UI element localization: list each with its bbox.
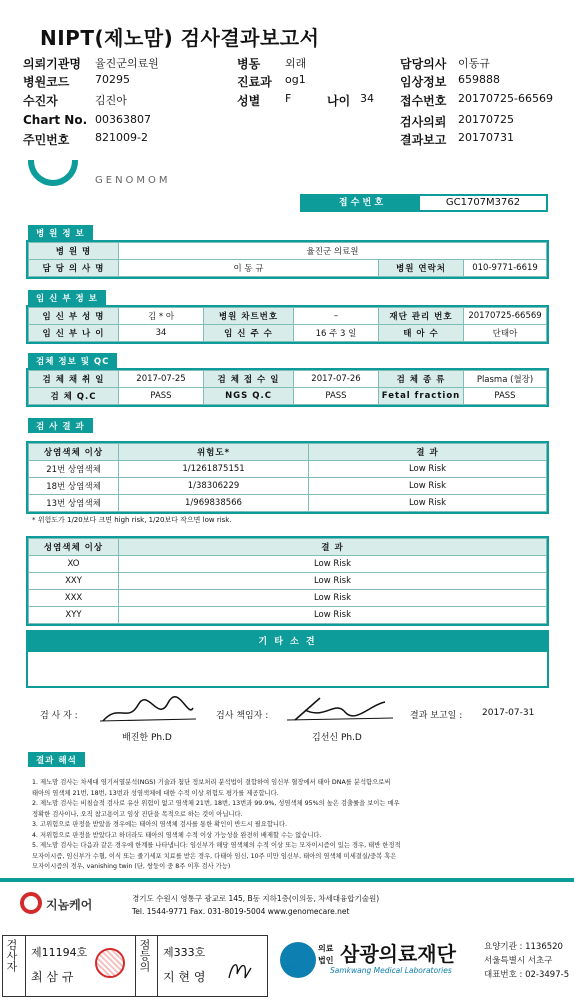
interpretation-line: 태아의 염색체 21번, 18번, 13번과 성염색체에 대한 수적 이상 위험도 평가를 제공합니다. <box>32 789 279 797</box>
foundation-tag: 법인 <box>318 956 334 965</box>
cell-label: 병 원 명 <box>29 243 119 260</box>
column-header: 상염색체 이상 <box>29 444 119 461</box>
genomom-logo-icon <box>28 160 78 186</box>
age-label: 나이 <box>327 94 351 108</box>
section-specimen: 검체 정보 및 QC <box>28 353 117 368</box>
cell-label: 검 체 채 취 일 <box>29 371 119 388</box>
cell-label: 병원 차트번호 <box>204 308 294 325</box>
header-key: 임상정보 <box>400 75 447 89</box>
header-value: 20170725 <box>458 113 514 126</box>
examiner-license: 제11194호 <box>31 946 88 959</box>
cell-label: 검 체 접 수 일 <box>204 371 294 388</box>
cell-chromosome: XXY <box>29 573 119 590</box>
cell-value: 단태아 <box>464 325 547 342</box>
cell-chromosome: XO <box>29 556 119 573</box>
cell-risk: 1/1261875151 <box>119 461 309 478</box>
foundation-name: 삼광의료재단 <box>340 942 456 966</box>
checker-stamp-name: 지 현 영 <box>163 970 206 984</box>
receipt-number <box>300 194 548 212</box>
column-header: 결 과 <box>119 539 547 556</box>
cell-result: Low Risk <box>119 556 547 573</box>
table-row <box>29 556 547 573</box>
interpretation-text <box>32 778 552 873</box>
cell-risk: 1/969838566 <box>119 495 309 512</box>
cell-result: Low Risk <box>309 495 547 512</box>
other-opinion-box <box>26 630 549 688</box>
autosome-result-table <box>26 441 549 514</box>
header-key: 담당의사 <box>400 57 447 71</box>
table-row <box>29 607 547 624</box>
cell-result: Low Risk <box>309 461 547 478</box>
cell-value: 김 * 아 <box>119 308 204 325</box>
cell-label: 임 신 부 성 명 <box>29 308 119 325</box>
sex-chromosome-table <box>26 536 549 626</box>
company-address: 경기도 수원시 영통구 광교로 145, B동 지하1층(이의동, 차세대융합기술원) <box>132 894 380 903</box>
header-value: 20170725-66569 <box>458 92 553 105</box>
header-value: 김진아 <box>95 94 127 107</box>
cell-label: 검 체 Q.C <box>29 388 119 405</box>
cell-label: 담 당 의 사 명 <box>29 260 119 277</box>
column-header: 위험도* <box>119 444 309 461</box>
responsible-name: 김선신 Ph.D <box>312 733 362 743</box>
cell-chromosome: XYY <box>29 607 119 624</box>
cell-label: 임 신 부 나 이 <box>29 325 119 342</box>
cell-value: PASS <box>294 388 379 405</box>
foundation-tag: 의료 <box>318 944 334 953</box>
cell-result: Low Risk <box>119 590 547 607</box>
interpretation-line: 1. 제노맘 검사는 차세대 염기서열분석(NGS) 기술과 첨단 정보처리 분석법이 결합하여 임신부 혈장에서 태아 DNA를 분석함으로써 <box>32 779 391 786</box>
table-row <box>29 590 547 607</box>
foundation-english: Samkwang Medical Laboratories <box>330 966 452 975</box>
checker-signature-icon <box>225 954 255 984</box>
cell-result: Low Risk <box>309 478 547 495</box>
cell-value: 율진군 의료원 <box>119 243 547 260</box>
header-value: 율진군의료원 <box>95 57 159 70</box>
column-header: 결 과 <box>309 444 547 461</box>
header-value: 00363807 <box>95 113 151 126</box>
section-result: 검 사 결 과 <box>28 418 93 433</box>
table-row <box>29 478 547 495</box>
interpretation-line: 정확한 검사이나, 오직 참고용이고 임상 진단을 목적으로 하는 것이 아닙니다. <box>32 810 243 818</box>
cell-value: 34 <box>119 325 204 342</box>
header-value: 이동규 <box>458 57 490 70</box>
cell-label: Fetal fraction <box>379 388 464 405</box>
cell-chromosome: 21번 상염색체 <box>29 461 119 478</box>
cell-value: 이 동 규 <box>119 260 379 277</box>
table-row <box>29 461 547 478</box>
header-key: 병동 <box>237 57 261 71</box>
examiner-stamp-name: 최 삼 규 <box>31 970 74 984</box>
header-value: 20170731 <box>458 131 514 144</box>
cell-label: 태 아 수 <box>379 325 464 342</box>
page-title: NIPT(제노맘) 검사결과보고서 <box>40 26 320 50</box>
responsible-label: 검사 책임자 : <box>216 711 269 721</box>
header-key: 수진자 <box>23 94 58 108</box>
section-hospital: 병 원 정 보 <box>28 225 93 240</box>
cell-chromosome: 13번 상염색체 <box>29 495 119 512</box>
cell-value: 2017-07-25 <box>119 371 204 388</box>
section-interpretation: 결과 해석 <box>28 752 85 767</box>
table-row <box>29 495 547 512</box>
header-key: Chart No. <box>23 113 88 127</box>
header-value: 821009-2 <box>95 131 148 144</box>
cell-chromosome: XXX <box>29 590 119 607</box>
checker-vertical-label: 점등의 <box>138 939 151 972</box>
receipt-label: 접 수 번 호 <box>302 196 420 210</box>
examiner-label: 검 사 자 : <box>40 711 78 721</box>
table-row <box>29 573 547 590</box>
cell-label: 임 신 주 수 <box>204 325 294 342</box>
column-header: 성염색체 이상 <box>29 539 119 556</box>
cell-value: – <box>294 308 379 325</box>
cell-result: Low Risk <box>119 607 547 624</box>
header-key: 성별 <box>237 94 261 108</box>
interpretation-line: 5. 제노맘 검사는 다음과 같은 경우에 한계를 나타냅니다: 임신부가 해당 염색체의 수적 이상 또는 모자이시즘이 있는 경우, 태반 한정적 <box>32 842 401 849</box>
header-value: og1 <box>285 73 306 86</box>
interpretation-line: 모자이시즘, 임신부가 수혈, 이식 또는 줄기세포 치료를 받은 경우, 다태아 임신, 10주 미만 임신부, 태아의 염색체 미세결실/중복 혹은 <box>32 852 397 860</box>
report-date-label: 결과 보고일 : <box>410 711 463 721</box>
foundation-info: 대표번호 : 02-3497-5 <box>484 970 570 980</box>
seal-icon <box>95 948 125 978</box>
cell-value: 20170725-66569 <box>464 308 547 325</box>
specimen-table <box>26 368 549 407</box>
header-key: 진료과 <box>237 75 272 89</box>
report-date: 2017-07-31 <box>482 708 535 718</box>
header-key: 의뢰기관명 <box>23 57 81 71</box>
cell-result: Low Risk <box>119 573 547 590</box>
company-contact: Tel. 1544-9771 Fax. 031-8019-5004 www.genomecare.net <box>132 907 350 916</box>
brand-name: GENOMOM <box>95 175 171 186</box>
cell-label: 검 체 종 류 <box>379 371 464 388</box>
receipt-value: GC1707M3762 <box>445 197 521 208</box>
section-pregnant: 임 신 부 정 보 <box>28 290 106 305</box>
cell-value: PASS <box>119 388 204 405</box>
cell-chromosome: 18번 상염색체 <box>29 478 119 495</box>
examiner-signature-icon <box>98 693 198 727</box>
header-key: 결과보고 <box>400 133 447 147</box>
examiner-name: 배진한 Ph.D <box>122 733 172 743</box>
cell-label: 재단 관리 번호 <box>379 308 464 325</box>
header-value: 70295 <box>95 73 130 86</box>
examiner-stamp-box <box>2 935 268 997</box>
cell-label: NGS Q.C <box>204 388 294 405</box>
cell-value: 010-9771-6619 <box>464 260 547 277</box>
checker-license: 제333호 <box>163 946 206 959</box>
cell-value: 16 주 3 일 <box>294 325 379 342</box>
foundation-info: 요양기관 : 1136520 <box>484 942 563 952</box>
cell-value: 2017-07-26 <box>294 371 379 388</box>
foundation-info: 서울특별시 서초구 <box>484 956 553 966</box>
genomecare-logo-icon <box>20 892 42 914</box>
examiner-vertical-label: 검사자 <box>5 939 18 972</box>
responsible-signature-icon <box>285 690 395 726</box>
interpretation-line: 4. 저위험으로 판정을 받았다고 하더라도 태아의 염색체 수적 이상 가능성을 완전히 배제할 수는 없습니다. <box>32 831 322 839</box>
header-key: 검사의뢰 <box>400 115 447 129</box>
cell-risk: 1/38306229 <box>119 478 309 495</box>
risk-footnote: * 위험도가 1/20보다 크면 high risk, 1/20보다 작으면 low risk. <box>32 516 232 524</box>
cell-value: PASS <box>464 388 547 405</box>
section-other: 기 타 소 견 <box>28 632 547 652</box>
teal-divider <box>0 878 574 882</box>
pregnant-table <box>26 305 549 344</box>
hospital-table <box>26 240 549 279</box>
company-name: 지놈케어 <box>46 898 93 912</box>
age-value: 34 <box>360 92 374 105</box>
header-value: F <box>285 92 292 105</box>
cell-label: 병원 연락처 <box>379 260 464 277</box>
sml-logo-icon <box>280 942 316 978</box>
header-key: 병원코드 <box>23 75 70 89</box>
header-value: 외래 <box>285 57 307 70</box>
header-value: 659888 <box>458 73 500 86</box>
interpretation-line: 2. 제노맘 검사는 비침습적 검사로 유산 위험이 없고 염색체 21번, 18번, 13번과 99.9%, 성염색체 95%의 높은 검출률을 보이는 매우 <box>32 800 400 807</box>
cell-value: Plasma (혈장) <box>464 371 547 388</box>
interpretation-line: 모자이시즘의 경우, vanishing twin (단, 쌍둥이 중 8주 이후 검사 가능) <box>32 863 231 870</box>
header-key: 접수번호 <box>400 94 447 108</box>
sml-text: SML <box>284 964 301 972</box>
header-key: 주민번호 <box>23 133 70 147</box>
interpretation-line: 3. 고위험으로 판정을 받았을 경우에는 태아의 염색체 검사를 통한 확인이 반드시 필요합니다. <box>32 821 288 828</box>
